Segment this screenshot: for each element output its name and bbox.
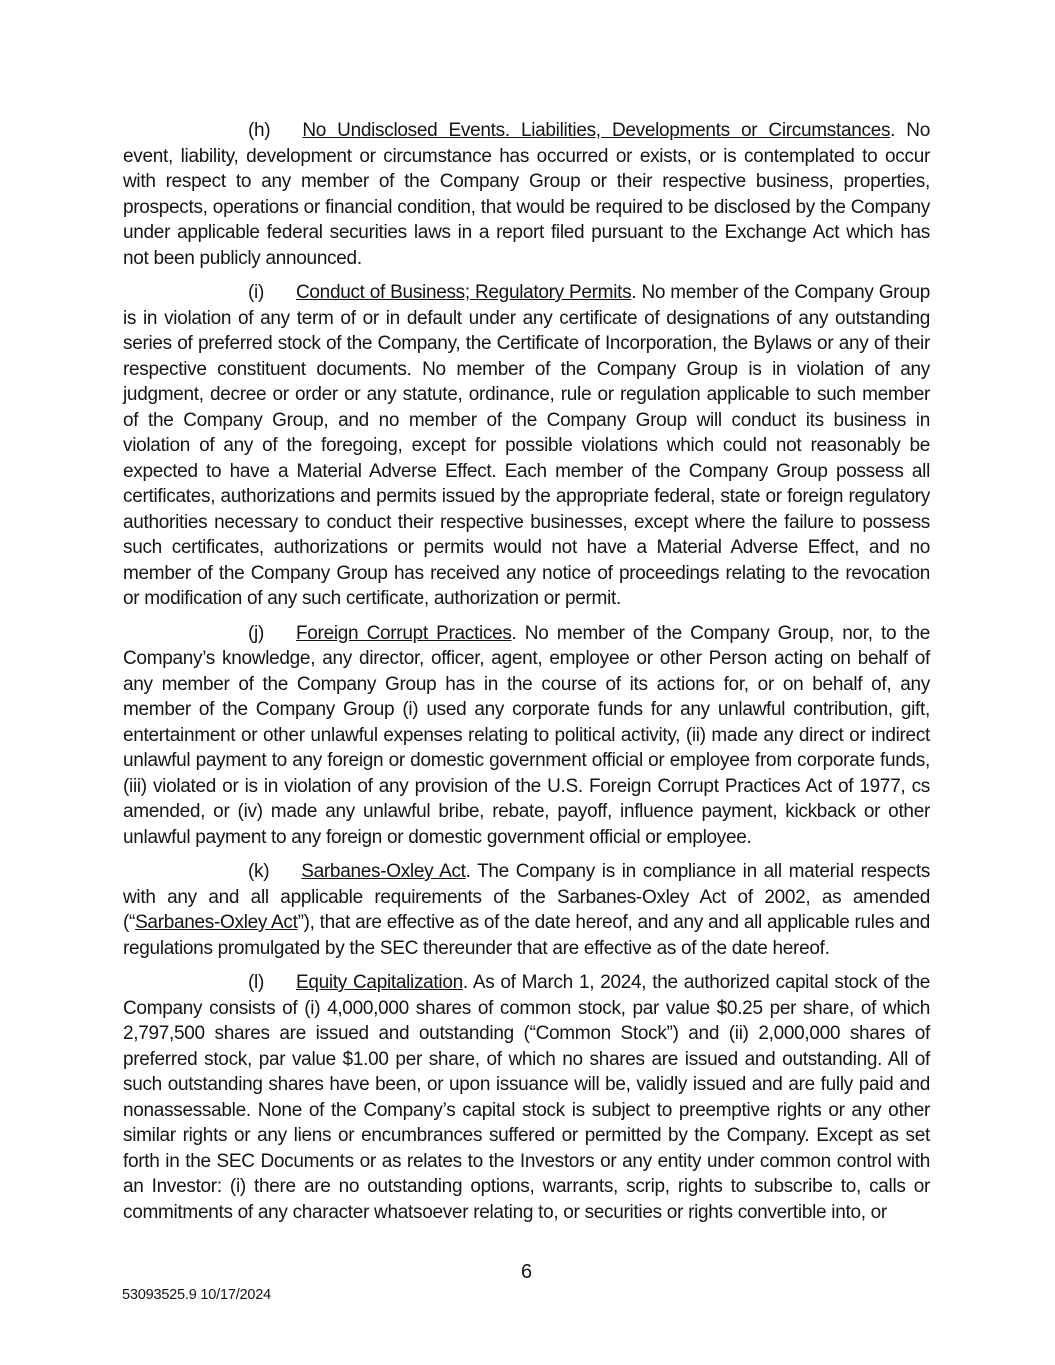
paragraph-label: (j) xyxy=(248,622,264,644)
paragraph-h xyxy=(123,118,930,271)
section-body: . No event, liability, development or circumstance has occurred or exists, or is contemplated to occur with respect to any member of the Company Group or their respective business, properties, prospects, operations or financial condition, that would be required to be disclosed by the Company under applicable federal securities laws in a report filed pursuant to the Exchange Act which has not been publicly announced. xyxy=(123,120,930,269)
section-heading: Conduct of Business; Regulatory Permits xyxy=(295,282,632,303)
section-body-pre: . The Company is in compliance in all material respects with any and all applicable requirements of the Sarbanes-Oxley Act of 2002, as amended (“ xyxy=(123,861,930,933)
paragraph-l xyxy=(123,970,930,1225)
section-body: . No member of the Company Group is in violation of any term of or in default under any certificate of designations of any outstanding series of preferred stock of the Company, the Certificate of Incorporation, the Bylaws or any of their respective constituent documents. No member of the Company Group is in violation of any judgment, decree or order or any statute, ordinance, rule or regulation applicable to such member of the Company Group, and no member of the Company Group will conduct its business in violation of any of the foregoing, except for possible violations which could not reasonably be expected to have a Material Adverse Effect. Each member of the Company Group possess all certificates, authorizations and permits issued by the appropriate federal, state or foreign regulatory authorities necessary to conduct their respective businesses, except where the failure to possess such certificates, authorizations or permits would not have a Material Adverse Effect, and no member of the Company Group has received any notice of proceedings relating to the revocation or modification of any such certificate, authorization or permit. xyxy=(123,282,931,609)
section-heading: Equity Capitalization xyxy=(295,972,463,993)
page-number: 6 xyxy=(520,1261,533,1283)
section-body-post: ”), that are effective as of the date hereof, and any and all applicable rules and regulations promulgated by the SEC thereunder that are effective as of the date hereof. xyxy=(123,912,930,959)
document-body xyxy=(123,118,930,1234)
paragraph-k xyxy=(123,859,930,961)
document-id-footer: 53093525.9 10/17/2024 xyxy=(122,1287,272,1303)
section-body: . No member of the Company Group, nor, to the Company’s knowledge, any director, officer, agent, employee or other Person acting on behalf of any member of the Company Group has in the course of its actions for, or on behalf of, any member of the Company Group (i) used any corporate funds for any unlawful contribution, gift, entertainment or other unlawful expenses relating to political activity, (ii) made any direct or indirect unlawful payment to any foreign or domestic government official or employee from corporate funds, (iii) violated or is in violation of any provision of the U.S. Foreign Corrupt Practices Act of 1977, cs amended, or (iv) made any unlawful bribe, rebate, payoff, influence payment, kickback or other unlawful payment to any foreign or domestic government official or employee. xyxy=(123,622,930,848)
section-body: . As of March 1, 2024, the authorized capital stock of the Company consists of (i) 4,000,000 shares of common stock, par value $0.25 per share, of which 2,797,500 shares are issued and outstanding (“Common Stock”) and (ii) 2,000,000 shares of preferred stock, par value $1.00 per share, of which no shares are issued and outstanding. All of such outstanding shares have been, or upon issuance will be, validly issued and are fully paid and nonassessable. None of the Company’s capital stock is subject to preemptive rights or any other similar rights or any liens or encumbrances suffered or permitted by the Company. Except as set forth in the SEC Documents or as relates to the Investors or any entity under common control with an Investor: (i) there are no outstanding options, warrants, scrip, rights to subscribe to, calls or commitments of any character whatsoever relating to, or securities or rights convertible into, or xyxy=(123,972,930,1223)
section-heading: No Undisclosed Events. Liabilities, Developments or Circumstances xyxy=(302,120,891,141)
paragraph-i xyxy=(123,280,930,612)
section-heading: Foreign Corrupt Practices xyxy=(295,622,512,644)
defined-term: Sarbanes-Oxley Act xyxy=(135,912,298,933)
paragraph-label: (k) xyxy=(248,861,270,882)
paragraph-label: (h) xyxy=(248,120,271,141)
paragraph-label: (i) xyxy=(248,282,264,303)
paragraph-j xyxy=(123,621,930,851)
section-heading: Sarbanes-Oxley Act xyxy=(301,861,466,882)
paragraph-label: (l) xyxy=(248,972,264,993)
